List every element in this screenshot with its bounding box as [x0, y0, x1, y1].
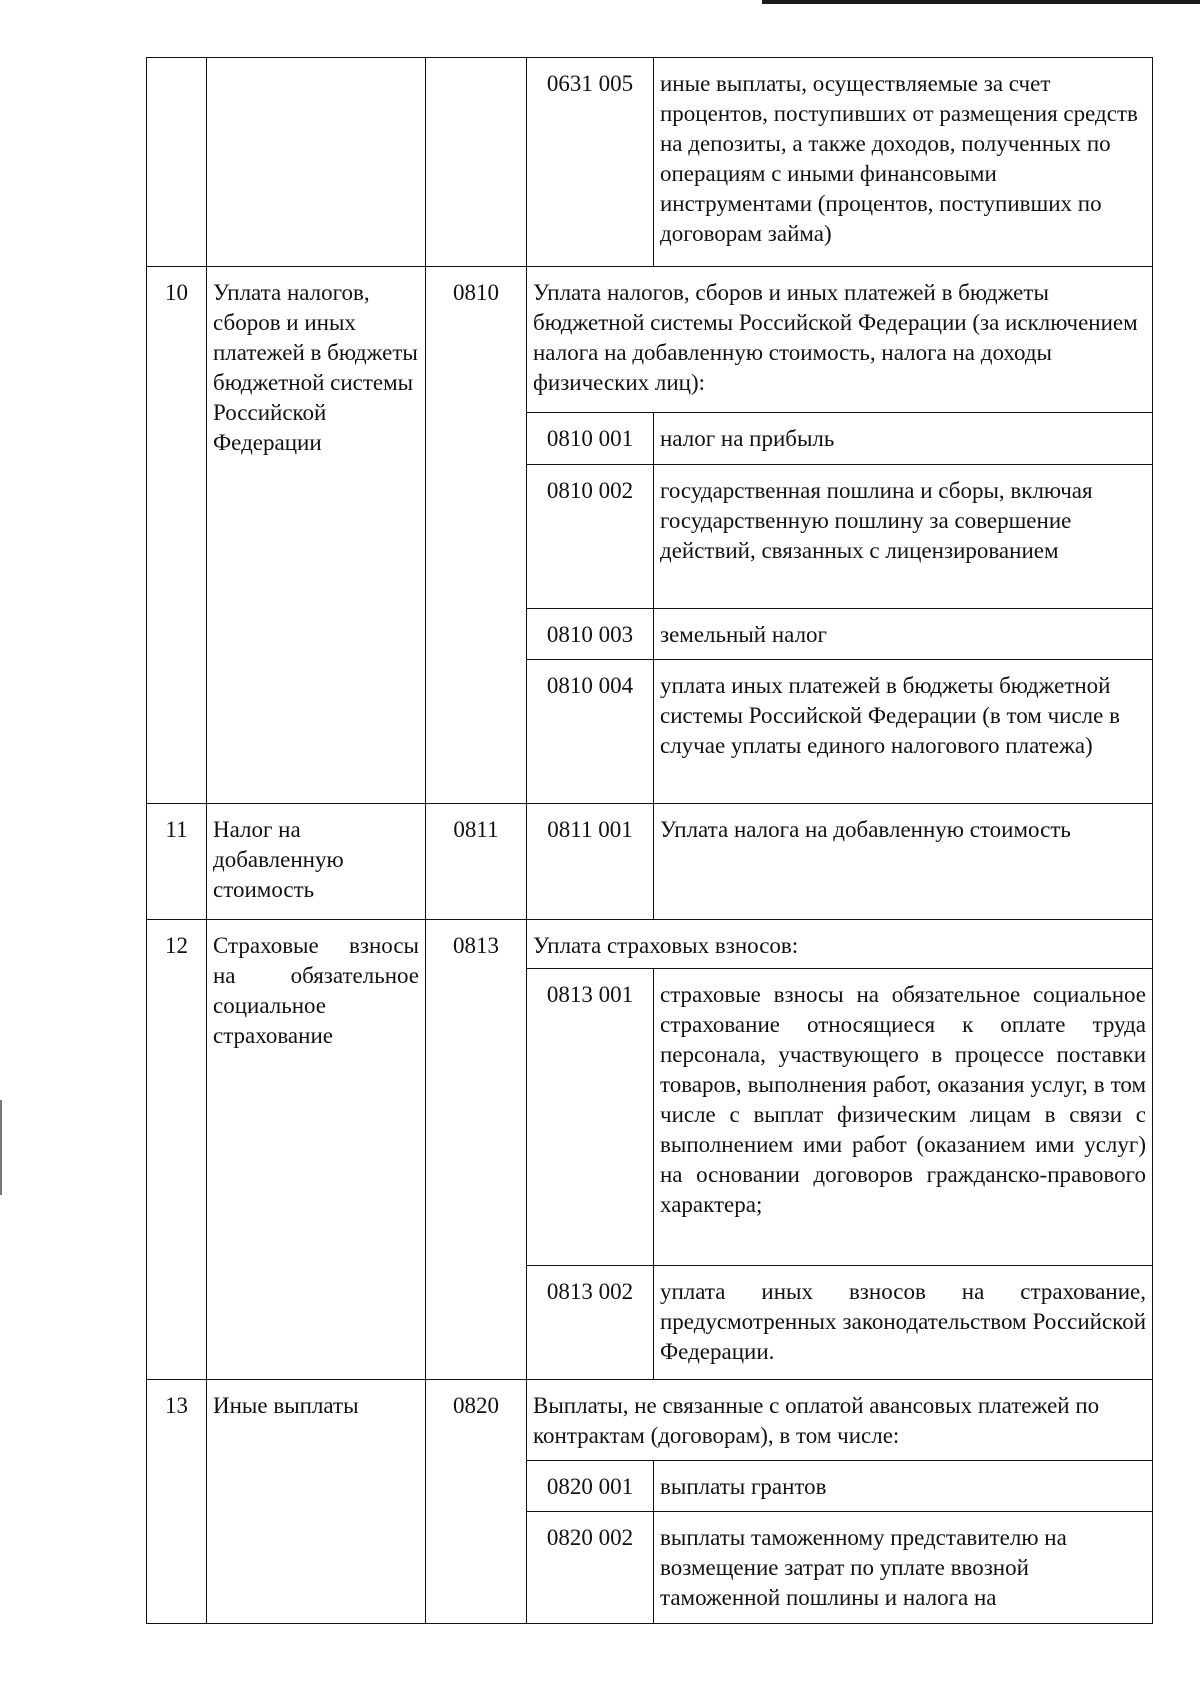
sub-description: налог на прибыль	[654, 413, 1153, 465]
sub-code: 0810 004	[527, 660, 654, 804]
sub-description: Уплата налога на добавленную стоимость	[654, 804, 1153, 920]
row-number	[147, 58, 207, 267]
sub-description: земельный налог	[654, 609, 1153, 660]
section-header: Уплата страховых взносов:	[527, 920, 1153, 969]
sub-code: 0820 001	[527, 1461, 654, 1512]
table-row	[147, 58, 1153, 267]
sub-code: 0811 001	[527, 804, 654, 920]
sub-code: 0810 001	[527, 413, 654, 465]
row-code: 0820	[426, 1380, 527, 1624]
sub-description: государственная пошлина и сборы, включая государственную пошлину за совершение действий, связанных с лицензированием	[654, 465, 1153, 609]
sub-code: 0810 002	[527, 465, 654, 609]
row-number: 13	[147, 1380, 207, 1624]
row-name: Уплата налогов, сборов и иных платежей в бюджеты бюджетной системы Российской Федерации	[207, 267, 426, 804]
sub-description: иные выплаты, осуществляемые за счет процентов, поступивших от размещения средств на депозиты, а также доходов, полученных по операциям с иными финансовыми инструментами (процентов, поступивших по договорам займа)	[654, 58, 1153, 267]
row-code	[426, 58, 527, 267]
section-header: Уплата налогов, сборов и иных платежей в бюджеты бюджетной системы Российской Федерации (за исключением налога на добавленную стоимость, налога на доходы физических лиц):	[527, 267, 1153, 413]
sub-description: выплаты грантов	[654, 1461, 1153, 1512]
row-name: Страховые взносы на обязательное социальное страхование	[207, 920, 426, 1380]
sub-description: страховые взносы на обязательное социальное страхование относящиеся к оплате труда персонала, участвующего в процессе поставки товаров, выполнения работ, оказания услуг, в том числе с выплат физическим лицам в связи с выполнением ими работ (оказанием ими услуг) на основании договоров гражданско-правового характера;	[654, 969, 1153, 1266]
section-header: Выплаты, не связанные с оплатой авансовых платежей по контрактам (договорам), в том числе:	[527, 1380, 1153, 1461]
row-name: Налог на добавленную стоимость	[207, 804, 426, 920]
scan-margin-mark	[0, 1100, 2, 1195]
table-row	[147, 267, 1153, 413]
row-number: 10	[147, 267, 207, 804]
row-name: Иные выплаты	[207, 1380, 426, 1624]
scan-edge-bar	[762, 0, 1200, 4]
sub-description: уплата иных взносов на страхование, предусмотренных законодательством Российской Федерации.	[654, 1266, 1153, 1380]
row-code: 0811	[426, 804, 527, 920]
sub-code: 0820 002	[527, 1512, 654, 1624]
table-row	[147, 920, 1153, 969]
classification-table	[146, 57, 1153, 1624]
sub-code: 0813 002	[527, 1266, 654, 1380]
sub-code: 0813 001	[527, 969, 654, 1266]
table-row	[147, 1380, 1153, 1461]
row-name	[207, 58, 426, 267]
sub-description: выплаты таможенному представителю на возмещение затрат по уплате ввозной таможенной пошлины и налога на	[654, 1512, 1153, 1624]
sub-code: 0631 005	[527, 58, 654, 267]
sub-code: 0810 003	[527, 609, 654, 660]
table-row	[147, 804, 1153, 920]
row-code: 0813	[426, 920, 527, 1380]
row-number: 12	[147, 920, 207, 1380]
row-number: 11	[147, 804, 207, 920]
row-code: 0810	[426, 267, 527, 804]
sub-description: уплата иных платежей в бюджеты бюджетной системы Российской Федерации (в том числе в случае уплаты единого налогового платежа)	[654, 660, 1153, 804]
